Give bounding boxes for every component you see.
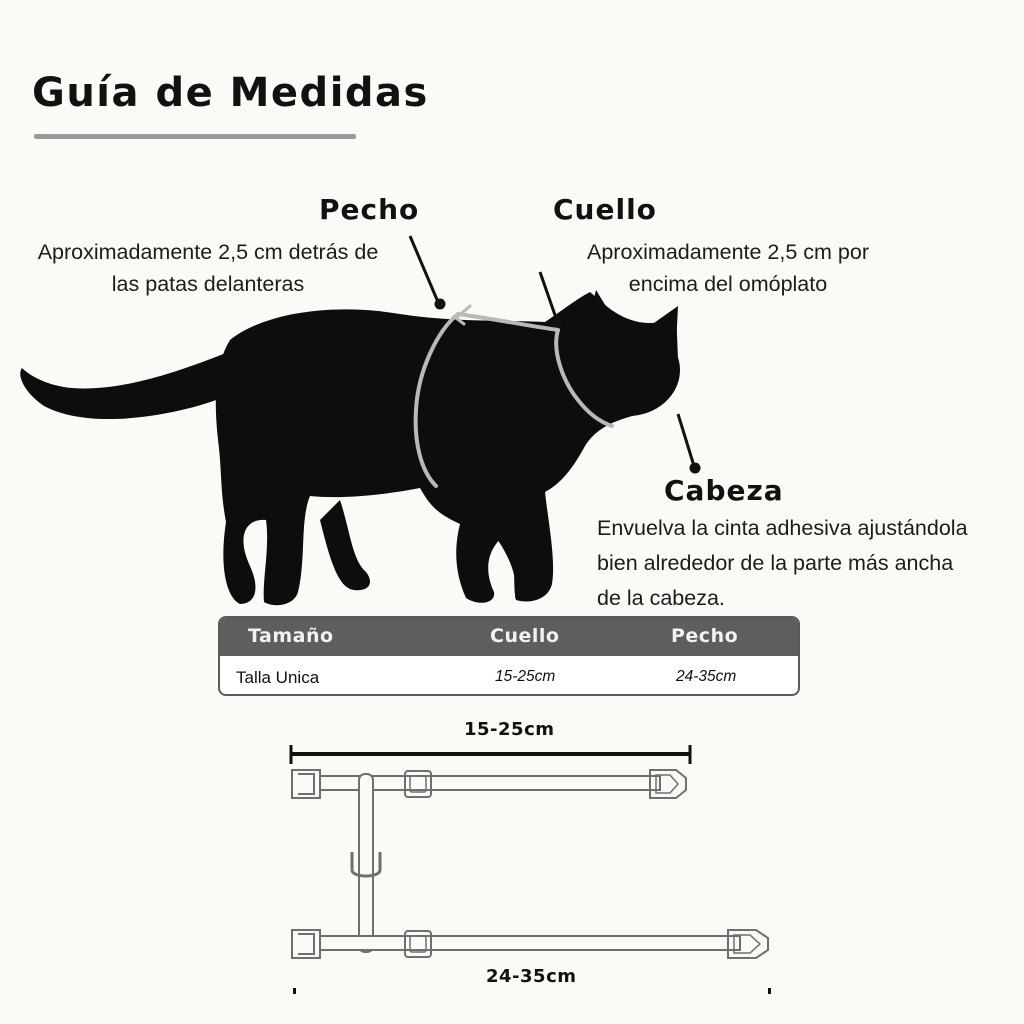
cabeza-description [597, 511, 1022, 616]
pecho-title: Pecho [319, 193, 420, 226]
size-table [218, 616, 800, 696]
cell-cuello: 15-25cm [495, 668, 556, 685]
page-title: Guía de Medidas [32, 70, 429, 116]
pecho-line-1: Aproximadamente 2,5 cm detrás de [37, 240, 379, 264]
cabeza-title: Cabeza [664, 474, 784, 507]
pecho-line-2: las patas delanteras [111, 272, 305, 296]
cuello-title: Cuello [553, 193, 657, 226]
cat-silhouette [20, 290, 680, 605]
cuello-line-1: Aproximadamente 2,5 cm por [586, 240, 870, 264]
chest-length-label: 24-35cm [486, 966, 577, 987]
cuello-line-2: encima del omóplato [628, 272, 828, 296]
neck-length-label: 15-25cm [464, 719, 555, 740]
cell-pecho: 24-35cm [676, 668, 737, 685]
header-cuello: Cuello [490, 625, 560, 647]
header-tamano: Tamaño [248, 625, 334, 647]
pecho-description [8, 236, 408, 300]
cabeza-line-3: de la cabeza. [597, 586, 725, 610]
cabeza-line-1: Envuelva la cinta adhesiva ajustándola [597, 516, 968, 540]
cell-size: Talla Unica [236, 668, 320, 687]
cuello-description [560, 236, 896, 300]
harness-diagram [291, 745, 771, 994]
header-pecho: Pecho [671, 625, 739, 647]
cabeza-line-2: bien alrededor de la parte más ancha [597, 551, 954, 575]
table-header [220, 618, 798, 656]
